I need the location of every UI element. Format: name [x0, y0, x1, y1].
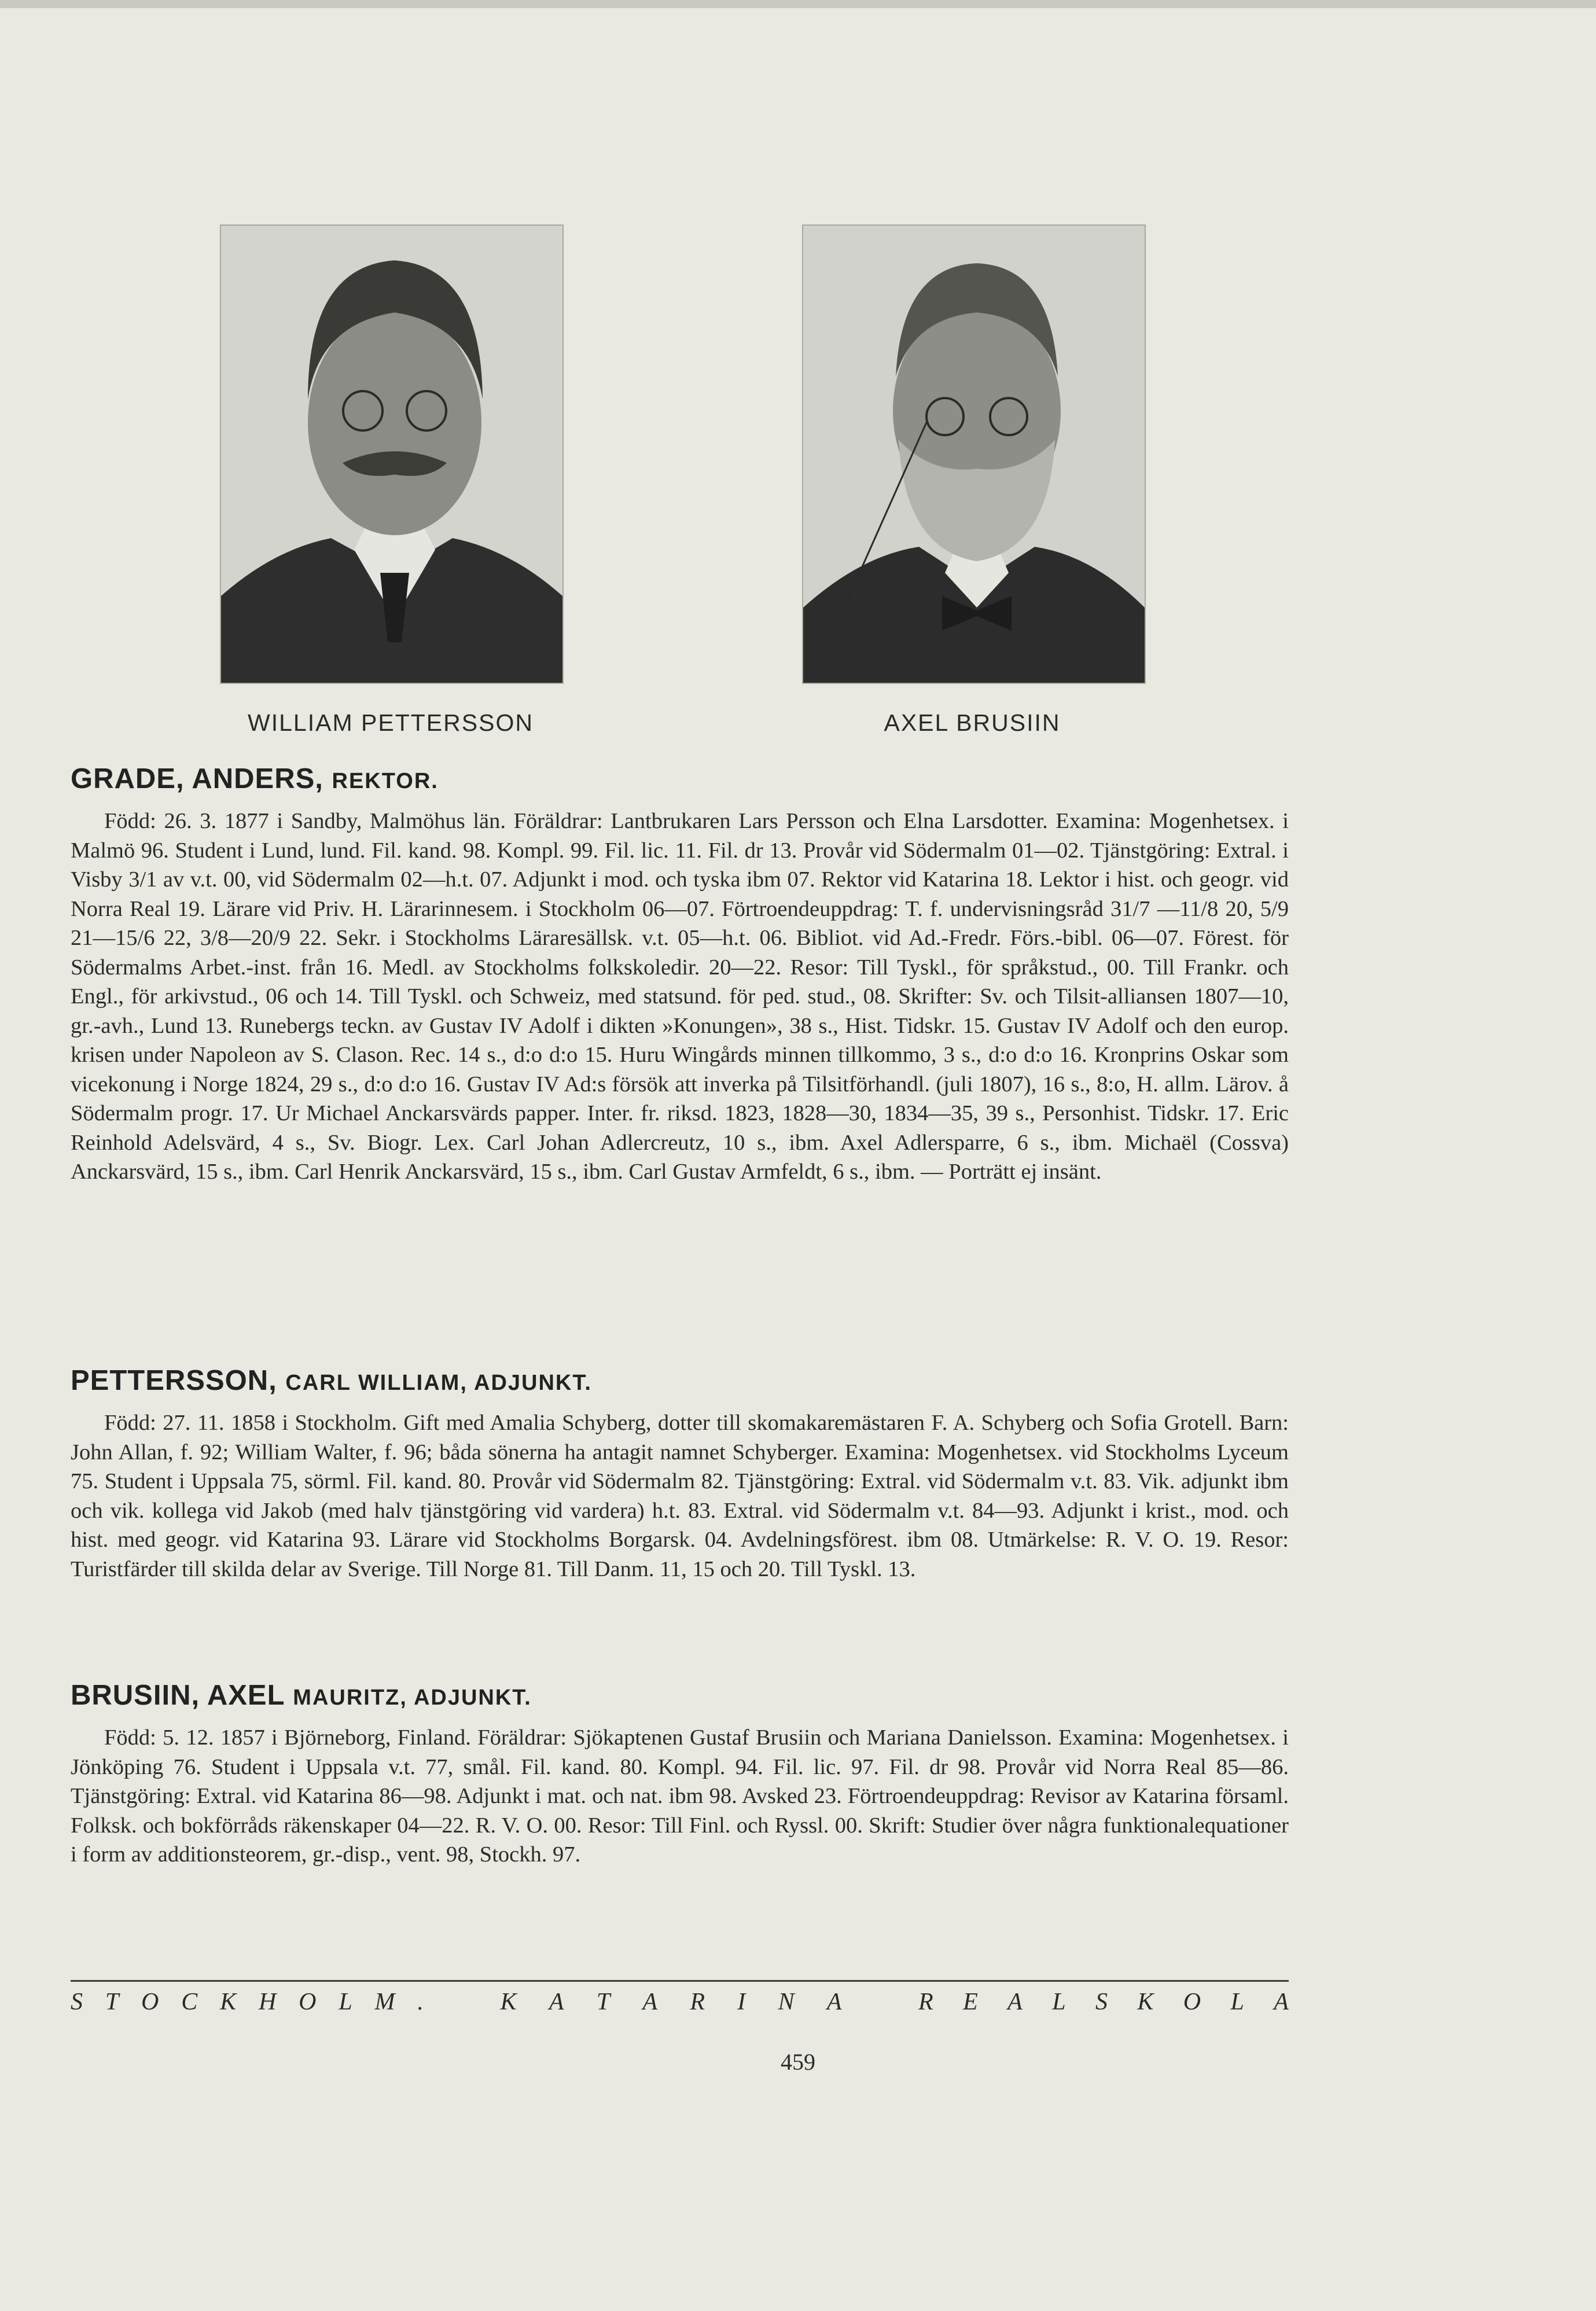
- footer-letter: .: [417, 1989, 424, 2015]
- footer-letter: O: [1183, 1989, 1201, 2015]
- footer-letter: A: [1274, 1989, 1289, 2015]
- entry-surname: BRUSIIN, AXEL: [71, 1680, 285, 1711]
- footer-letter: O: [141, 1989, 159, 2015]
- footer-letter: O: [299, 1989, 317, 2015]
- portrait-photo-william-pettersson: [220, 225, 564, 684]
- entry-text: Född: 27. 11. 1858 i Stockholm. Gift med Amalia Schyberg, dotter till skomakaremästaren F. A. Schyberg och Sofia Grotell. Barn: John Allan, f. 92; William Walter, f. 96; båda sönerna ha antagit namnet Schyberger. Examina: Mogenhetsex. vid Stockholms Lyceum 75. Student i Uppsala 75, sörml. Fil. kand. 80. Provår vid Södermalm 82. Tjänstgöring: Extral. vid Södermalm v.t. 83. Vik. adjunkt ibm och vik. kollega vid Jakob (med halv tjänstgöring vid vardera) h.t. 83. Extral. vid Södermalm v.t. 84—93. Adjunkt i krist., mod. och hist. med geogr. vid Katarina 93. Lärare vid Stockholms Borgarsk. 04. Avdelningsförest. ibm 08. Utmärkelse: R. V. O. 19. Resor: Turistfärder till skilda delar av Sverige. Till Norge 81. Till Danm. 11, 15 och 20. Till Tyskl. 13.: [71, 1411, 1289, 1581]
- portrait-caption-right: AXEL BRUSIIN: [884, 709, 1061, 736]
- footer-letter: M: [374, 1989, 395, 2015]
- entry-text: Född: 5. 12. 1857 i Björneborg, Finland. Föräldrar: Sjökaptenen Gustaf Brusiin och Mariana Danielsson. Examina: Mogenhetsex. i Jönköping 76. Student i Uppsala v.t. 77, smål. Fil. kand. 80. Kompl. 94. Fil. lic. 97. Fil. dr 98. Provår vid Norra Real 85—86. Tjänstgöring: Extral. vid Katarina 86—98. Adjunkt i mat. och nat. ibm 98. Avsked 23. Förtroendeuppdrag: Revisor av Katarina församl. Folksk. och bokförråds räkenskaper 04—22. R. V. O. 00. Resor: Till Finl. och Ryssl. 00. Skrift: Studier över några funktionalequationer i form av additionsteorem, gr.-disp., vent. 98, Stockh. 97.: [71, 1725, 1289, 1867]
- footer-letter: K: [1137, 1989, 1154, 2015]
- footer-letter: K: [500, 1989, 517, 2015]
- footer-letter: T: [596, 1989, 611, 2015]
- running-footer: [71, 1988, 1289, 2016]
- entry-title: MAURITZ, ADJUNKT.: [293, 1686, 532, 1710]
- footer-letter: A: [642, 1989, 658, 2015]
- footer-letter: A: [549, 1989, 564, 2015]
- footer-letter: R: [918, 1989, 933, 2015]
- footer-city: [71, 1988, 424, 2016]
- footer-letter: A: [826, 1989, 842, 2015]
- entry-heading: [71, 1678, 1289, 1715]
- footer-letter: I: [737, 1989, 746, 2015]
- footer-letter: L: [1052, 1989, 1066, 2015]
- portrait-image: [803, 226, 1145, 683]
- portrait-photo-axel-brusiin: [802, 225, 1146, 684]
- footer-letter: R: [690, 1989, 705, 2015]
- biography-entry-brusiin: [71, 1678, 1289, 1870]
- entry-text: Född: 26. 3. 1877 i Sandby, Malmöhus län. Föräldrar: Lantbrukaren Lars Persson och Elna Larsdotter. Examina: Mogenhetsex. i Malmö 96. Student i Lund, lund. Fil. kand. 98. Kompl. 99. Fil. lic. 11. Fil. dr 13. Provår vid Södermalm 01—02. Tjänstgöring: Extral. i Visby 3/1 av v.t. 00, vid Södermalm 02—h.t. 07. Adjunkt i mod. och tyska ibm 07. Rektor vid Katarina 18. Lektor i hist. och geogr. vid Norra Real 19. Lärare vid Priv. H. Lärarinnesem. i Stockholm 06—07. Förtroendeuppdrag: T. f. undervisningsråd 31/7 —11/8 20, 5/9 21—15/6 22, 3/8—20/9 22. Sekr. i Stockholms Läraresällsk. v.t. 05—h.t. 06. Bibliot. vid Ad.-Fredr. Förs.-bibl. 06—07. Förest. för Södermalms Arbet.-inst. från 16. Medl. av Stockholms folkskoledir. 20—22. Resor: Till Tyskl., för språkstud., 00. Till Frankr. och Engl., för arkivstud., 06 och 14. Till Tyskl. och Schweiz, med statsund. för ped. stud., 08. Skrifter: Sv. och Tilsit-alliansen 1807—10, gr.-avh., Lund 13. Runebergs teckn. av Gustav IV Adolf i dikten »Konungen», 38 s., Hist. Tidskr. 15. Gustav IV Adolf och den europ. krisen under Napoleon av S. Clason. Rec. 14 s., d:o d:o 15. Huru Wingårds minnen tillkommo, 3 s., d:o d:o 16. Kronprins Oskar som vicekonung i Norge 1824, 29 s., d:o d:o 16. Gustav IV Ad:s försök att inverka på Tilsitförhandl. (juli 1807), 16 s., 8:o, H. allm. Lärov. å Södermalm progr. 17. Ur Michael Anckarsvärds papper. Inter. fr. riksd. 1823, 1828—30, 1834—35, 39 s., Personhist. Tidskr. 17. Eric Reinhold Adelsvärd, 4 s., Sv. Biogr. Lex. Carl Johan Adlercreutz, 10 s., ibm. Axel Adlersparre, 6 s., ibm. Michaël (Cossva) Anckarsvärd, 15 s., ibm. Carl Henrik Anckarsvärd, 15 s., ibm. Carl Gustav Armfeldt, 6 s., ibm. — Porträtt ej insänt.: [71, 809, 1289, 1184]
- footer-letter: L: [1230, 1989, 1244, 2015]
- footer-letter: L: [339, 1989, 352, 2015]
- portrait-caption-left: WILLIAM PETTERSSON: [248, 709, 534, 736]
- entry-title: CARL WILLIAM, ADJUNKT.: [285, 1371, 592, 1395]
- footer-letter: T: [105, 1989, 119, 2015]
- biography-entry-grade: [71, 761, 1289, 1187]
- page-top-edge: [0, 0, 1596, 8]
- footer-letter: S: [71, 1989, 83, 2015]
- footer-letter: H: [258, 1989, 277, 2015]
- footer-letter: N: [778, 1989, 795, 2015]
- footer-letter: E: [963, 1989, 978, 2015]
- footer-letter: C: [181, 1989, 198, 2015]
- entry-heading: [71, 761, 1289, 798]
- footer-letter: A: [1007, 1989, 1023, 2015]
- footer-school-type: [918, 1988, 1289, 2016]
- entry-surname: GRADE, ANDERS,: [71, 763, 323, 794]
- page-number: 459: [781, 2049, 815, 2075]
- entry-title: REKTOR.: [332, 769, 439, 793]
- biography-entry-pettersson: [71, 1363, 1289, 1584]
- footer-divider: [71, 1980, 1289, 1982]
- footer-school-name: [501, 1988, 842, 2016]
- footer-letter: K: [220, 1989, 237, 2015]
- entry-heading: [71, 1363, 1289, 1400]
- portrait-image: [221, 226, 562, 683]
- entry-surname: PETTERSSON,: [71, 1365, 277, 1396]
- footer-letter: S: [1095, 1989, 1108, 2015]
